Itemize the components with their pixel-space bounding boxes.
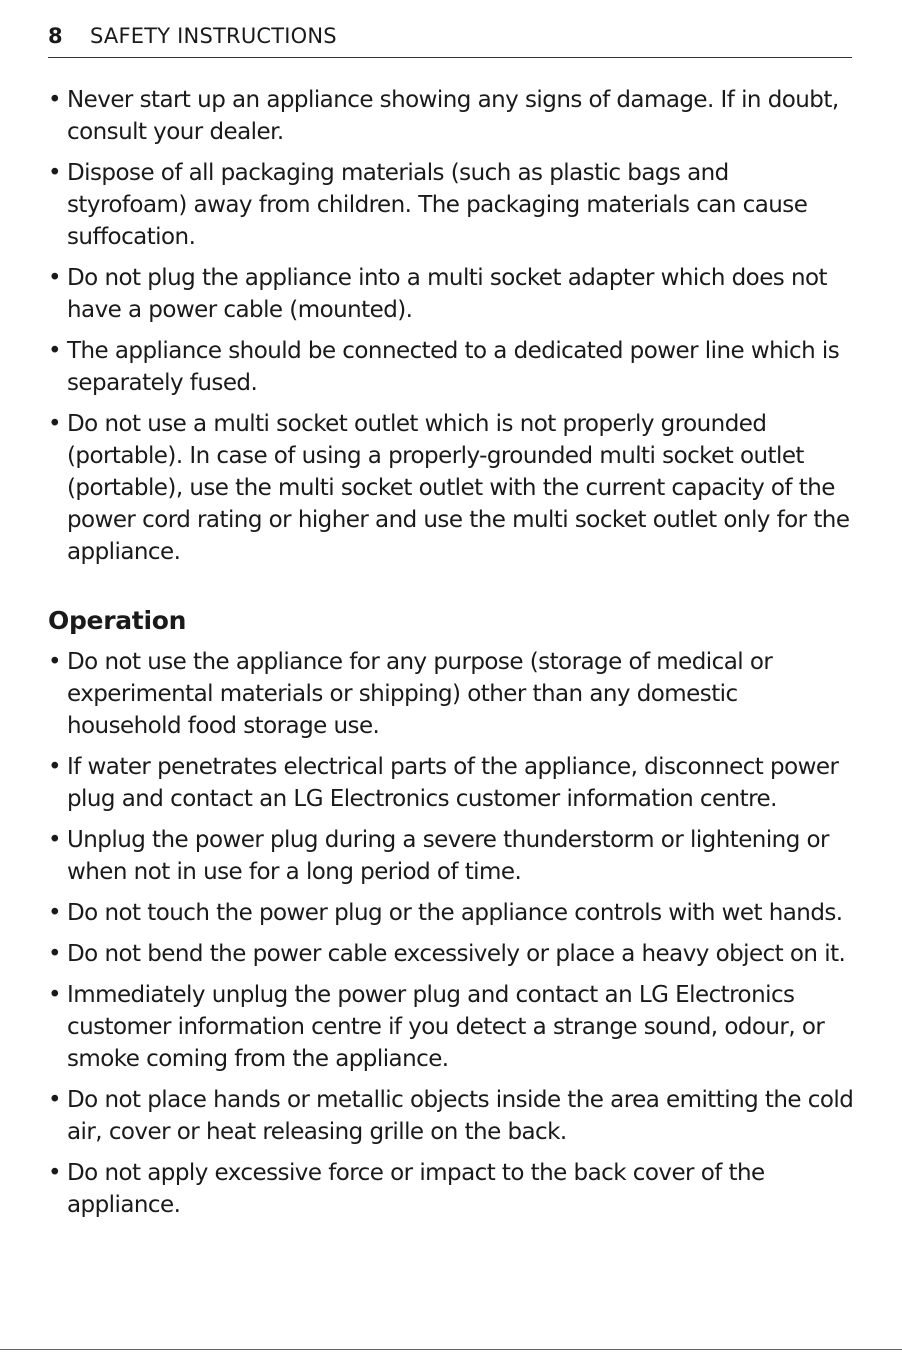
bullet-icon: •: [48, 754, 62, 780]
list-item-text: Never start up an appliance showing any signs of damage. If in doubt, consult your dealer.: [67, 87, 839, 145]
list-item: [48, 408, 854, 568]
operation-heading: Operation: [48, 606, 187, 635]
list-item: [48, 1084, 854, 1148]
list-item: [48, 938, 854, 970]
bullet-icon: •: [48, 265, 62, 291]
list-item-text: Immediately unplug the power plug and contact an LG Electronics customer information centre if you detect a strange sound, odour, or smoke coming from the appliance.: [67, 982, 825, 1072]
list-item: [48, 897, 854, 929]
bullet-icon: •: [48, 982, 62, 1008]
bullet-icon: •: [48, 1160, 62, 1186]
list-item: [48, 979, 854, 1075]
intro-bullet-list: [48, 84, 854, 568]
bullet-icon: •: [48, 827, 62, 853]
bottom-divider: [0, 1349, 902, 1350]
list-item-text: Do not place hands or metallic objects inside the area emitting the cold air, cover or heat releasing grille on the back.: [67, 1087, 854, 1145]
bullet-icon: •: [48, 1087, 62, 1113]
page-content: [48, 84, 854, 1230]
bullet-icon: •: [48, 900, 62, 926]
list-item-text: Do not plug the appliance into a multi socket adapter which does not have a power cable (mounted).: [67, 265, 828, 323]
list-item: [48, 84, 854, 148]
bullet-icon: •: [48, 87, 62, 113]
list-item: [48, 646, 854, 742]
list-item-text: Do not touch the power plug or the appliance controls with wet hands.: [67, 900, 843, 926]
list-item-text: Unplug the power plug during a severe thunderstorm or lightening or when not in use for a long period of time.: [67, 827, 829, 885]
list-item: [48, 824, 854, 888]
list-item: [48, 262, 854, 326]
bullet-icon: •: [48, 411, 62, 437]
page-number: 8: [48, 24, 63, 48]
list-item: [48, 751, 854, 815]
list-item-text: Do not apply excessive force or impact to the back cover of the appliance.: [67, 1160, 765, 1218]
list-item: [48, 157, 854, 253]
bullet-icon: •: [48, 649, 62, 675]
list-item-text: Do not use a multi socket outlet which is not properly grounded (portable). In case of using a properly-grounded multi socket outlet (portable), use the multi socket outlet with the current capacity of the power cord rating or higher and use the multi socket outlet only for the appliance.: [67, 411, 850, 565]
bullet-icon: •: [48, 941, 62, 967]
list-item-text: Do not use the appliance for any purpose (storage of medical or experimental materials or shipping) other than any domestic household food storage use.: [67, 649, 773, 739]
list-item: [48, 335, 854, 399]
operation-bullet-list: [48, 646, 854, 1221]
list-item-text: The appliance should be connected to a dedicated power line which is separately fused.: [67, 338, 840, 396]
list-item-text: Dispose of all packaging materials (such as plastic bags and styrofoam) away from children. The packaging materials can cause suffocation.: [67, 160, 808, 250]
bullet-icon: •: [48, 160, 62, 186]
section-title: SAFETY INSTRUCTIONS: [90, 24, 337, 48]
bullet-icon: •: [48, 338, 62, 364]
page-header: [48, 20, 852, 58]
list-item: [48, 1157, 854, 1221]
list-item-text: If water penetrates electrical parts of the appliance, disconnect power plug and contact an LG Electronics customer information centre.: [67, 754, 839, 812]
list-item-text: Do not bend the power cable excessively or place a heavy object on it.: [67, 941, 846, 967]
